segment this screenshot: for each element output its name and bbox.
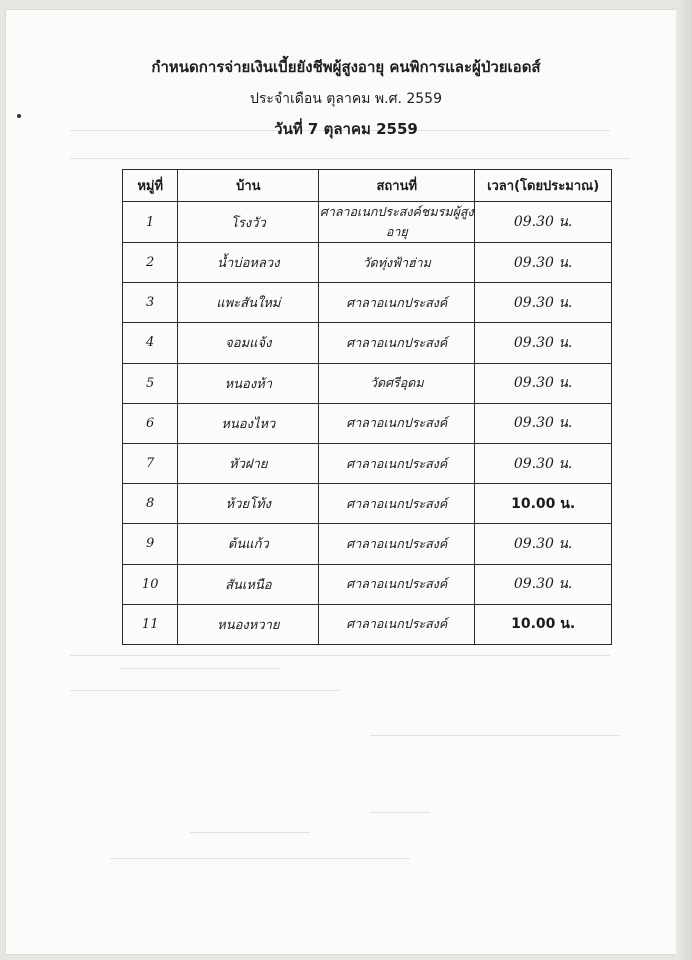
place-cell: ศาลาอเนกประสงค์: [319, 564, 475, 604]
village-name-cell: สันเหนือ: [178, 564, 319, 604]
village-no-cell: 5: [123, 363, 178, 403]
bleed-through-line: [70, 158, 630, 159]
village-no-cell: 7: [123, 443, 178, 483]
village-name-cell: แพะสันใหม่: [178, 283, 319, 323]
page-edge: [676, 0, 692, 960]
schedule-body: [123, 202, 612, 645]
table-row: [123, 363, 612, 403]
document-date: วันที่ 7 ตุลาคม 2559: [274, 120, 418, 138]
schedule-table: [122, 169, 612, 645]
village-name-cell: ห้วยโท้ง: [178, 484, 319, 524]
village-name-cell: โรงวัว: [178, 202, 319, 243]
time-cell: 09.30 น.: [475, 403, 612, 443]
table-row: [123, 484, 612, 524]
time-cell: 09.30 น.: [475, 323, 612, 363]
table-row: [123, 524, 612, 564]
time-cell: 09.30 น.: [475, 363, 612, 403]
bleed-through-line: [70, 690, 340, 691]
column-header-place: สถานที่: [319, 170, 475, 202]
village-no-cell: 2: [123, 243, 178, 283]
place-cell: ศาลาอเนกประสงค์: [319, 484, 475, 524]
table-row: [123, 604, 612, 644]
village-name-cell: หนองหวาย: [178, 604, 319, 644]
place-cell: วัดทุ่งฟ้าฮ่าม: [319, 243, 475, 283]
village-no-cell: 1: [123, 202, 178, 243]
time-cell: 09.30 น.: [475, 524, 612, 564]
village-no-cell: 10: [123, 564, 178, 604]
time-cell: 09.30 น.: [475, 443, 612, 483]
village-name-cell: น้ำบ่อหลวง: [178, 243, 319, 283]
column-header-time: เวลา(โดยประมาณ): [475, 170, 612, 202]
place-cell: ศาลาอเนกประสงค์: [319, 604, 475, 644]
village-no-cell: 11: [123, 604, 178, 644]
table-row: [123, 323, 612, 363]
village-no-cell: 3: [123, 283, 178, 323]
bleed-through-line: [190, 832, 310, 833]
place-cell: ศาลาอเนกประสงค์: [319, 524, 475, 564]
village-name-cell: หนองไหว: [178, 403, 319, 443]
village-name-cell: หนองห้า: [178, 363, 319, 403]
document-title: กำหนดการจ่ายเงินเบี้ยยังชีพผู้สูงอายุ คนพิการและผู้ป่วยเอดส์: [151, 58, 541, 76]
table-row: [123, 243, 612, 283]
place-cell: ศาลาอเนกประสงค์ชมรมผู้สูงอายุ: [319, 202, 475, 243]
time-cell: 09.30 น.: [475, 202, 612, 243]
time-cell: 09.30 น.: [475, 564, 612, 604]
table-row: [123, 564, 612, 604]
place-cell: วัดศรีอุดม: [319, 363, 475, 403]
bleed-through-line: [70, 655, 610, 656]
place-cell: ศาลาอเนกประสงค์: [319, 323, 475, 363]
bleed-through-line: [370, 812, 430, 813]
bleed-through-line: [120, 668, 280, 669]
place-cell: ศาลาอเนกประสงค์: [319, 443, 475, 483]
column-header-village: บ้าน: [178, 170, 319, 202]
village-no-cell: 6: [123, 403, 178, 443]
time-cell: 10.00 น.: [475, 604, 612, 644]
bleed-through-line: [370, 735, 620, 736]
table-row: [123, 283, 612, 323]
time-cell: 09.30 น.: [475, 283, 612, 323]
village-no-cell: 8: [123, 484, 178, 524]
village-name-cell: จอมแจ้ง: [178, 323, 319, 363]
time-cell: 09.30 น.: [475, 243, 612, 283]
village-no-cell: 9: [123, 524, 178, 564]
document-subtitle: ประจำเดือน ตุลาคม พ.ศ. 2559: [250, 91, 442, 107]
column-header-village-no: หมู่ที่: [123, 170, 178, 202]
place-cell: ศาลาอเนกประสงค์: [319, 283, 475, 323]
table-row: [123, 403, 612, 443]
bleed-through-line: [110, 858, 410, 859]
village-no-cell: 4: [123, 323, 178, 363]
table-row: [123, 443, 612, 483]
table-header-row: [123, 170, 612, 202]
village-name-cell: ต้นแก้ว: [178, 524, 319, 564]
time-cell: 10.00 น.: [475, 484, 612, 524]
table-row: [123, 202, 612, 243]
place-cell: ศาลาอเนกประสงค์: [319, 403, 475, 443]
village-name-cell: หัวฝาย: [178, 443, 319, 483]
